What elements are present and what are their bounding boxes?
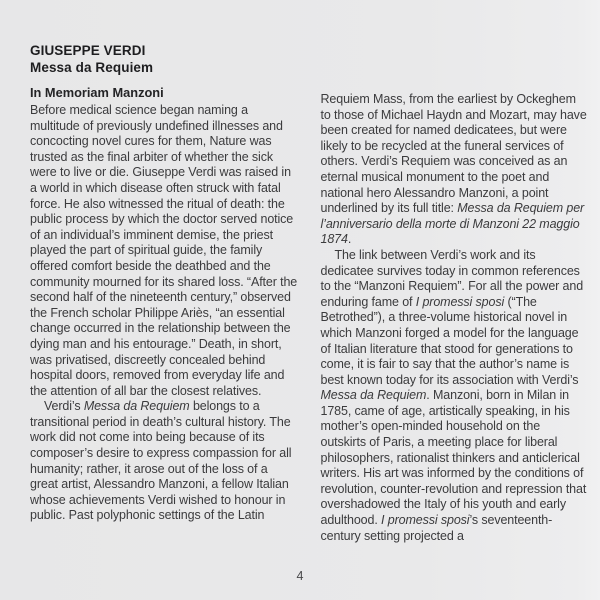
composer-name: GIUSEPPE VERDI [30, 43, 146, 58]
text-segment: The link between Verdi’s work and its dedicatee survives today in common references to the “Manzoni Requiem”. For all the power and enduring fame of [320, 247, 584, 309]
paragraph-1: Before medical science began naming a multitude of previously undefined illnesses and concocting novel cures for them, Nature was trusted as the final arbiter of whether the sick were to live or die. Giuseppe Verdi was raised in a world in which disease often struck with fatal force. He also witnessed the ritual of death: the public process by which the doctor served notice of an individual’s imminent demise, the priest played the part of spiritual guide, the family offered comfort beside the deathbed and the community mourned for its shared loss. “After the second half of the nineteenth century,” observed the French scholar Philippe Ariès, “an essential change occurred in the relationship between the dying man and his entourage.” Death, in short, was privatised, discreetly concealed behind hospital doors, removed from everyday life and the attention of all bar the closest relatives. [30, 103, 298, 398]
work-title-italic: Messa da Requiem [320, 388, 427, 403]
novel-title-italic: I promessi sposi [381, 513, 470, 528]
text-segment: ’s seventeenth-century setting projected a [320, 513, 553, 543]
paragraph-2 [30, 399, 298, 524]
text-segment: belongs to a transitional period in death’s cultural history. The work did not come into being because of its composer’s desire to express compassion for all humanity; rather, it arose out of the loss of a great artist, Alessandro Manzoni, a fellow Italian whose achievements Verdi wished to honour in public. Past polyphonic settings of the Latin [30, 399, 292, 523]
work-title-italic: Messa da Requiem [83, 399, 190, 414]
page-header [30, 42, 153, 76]
text-columns [28, 85, 588, 544]
right-column [319, 85, 589, 544]
work-title: Messa da Requiem [30, 60, 154, 75]
left-column [28, 85, 298, 544]
paragraph-3 [321, 92, 589, 248]
full-title-italic: Messa da Requiem per l’anniversario della morte di Manzoni 22 maggio 1874 [320, 201, 585, 247]
text-segment: Verdi’s [44, 399, 84, 414]
text-segment: . Manzoni, born in Milan in 1785, came of age, artistically speaking, in his mother’s open-minded household on the outskirts of Paris, a meeting place for liberal philosophers, rationalist thinkers and anticlerical writers. His art was informed by the conditions of revolution, counter-revolution and repression that overshadowed the Italy of his youth and early adulthood. [320, 388, 587, 528]
text-segment: Requiem Mass, from the earliest by Ockeghem to those of Michael Haydn and Mozart, may have been created for named dedicatees, but were likely to be recycled at the funeral services of others. Verdi’s Requiem was conceived as an eternal musical monument to the poet and national hero Alessandro Manzoni, a point underlined by its full title: [320, 92, 587, 216]
paragraph-4 [321, 248, 589, 544]
text-segment: (“The Betrothed”), a three-volume historical novel in which Manzoni forged a model for the language of Italian literature that stood for generations to come, it is fair to say that the author’s name is best known today for its association with Verdi’s [320, 294, 579, 387]
section-heading: In Memoriam Manzoni [30, 85, 164, 100]
text-segment: . [347, 232, 352, 247]
page-number: 4 [296, 569, 304, 583]
novel-title-italic: I promessi sposi [415, 294, 505, 309]
